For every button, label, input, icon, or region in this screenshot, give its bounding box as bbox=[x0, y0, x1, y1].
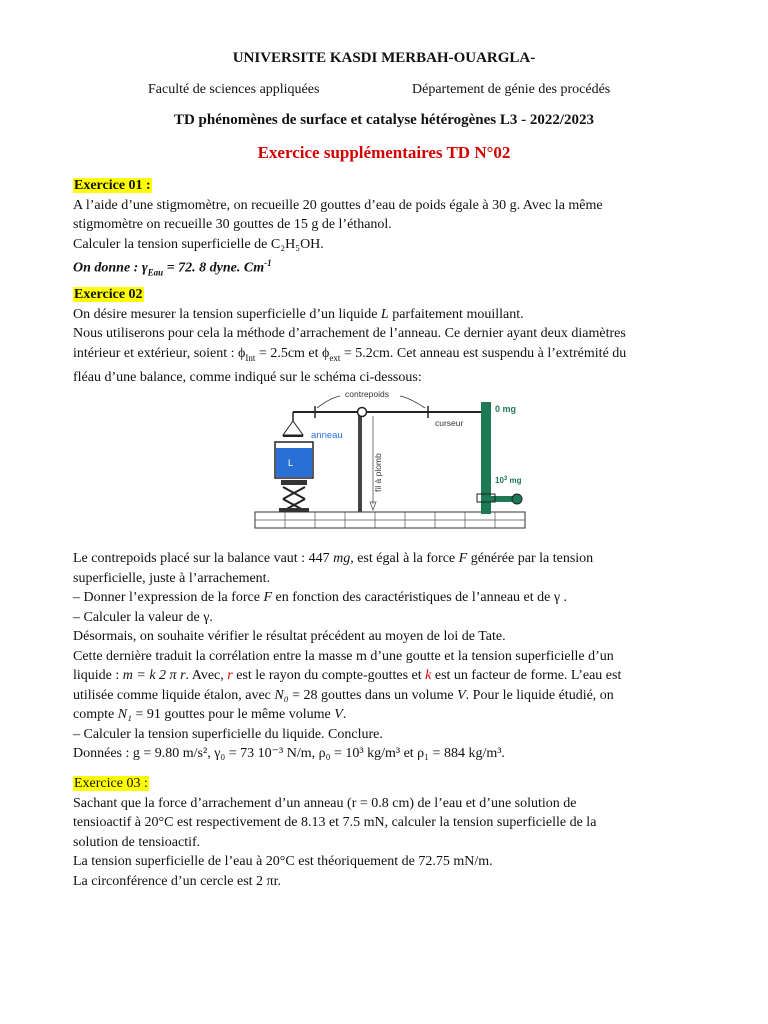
ex2-line2: Nous utiliserons pour cela la méthode d’arrachement de l’anneau. Ce dernier ayant deux diamètres bbox=[73, 326, 626, 341]
exercise-02-questions bbox=[73, 549, 713, 764]
jack-scissors bbox=[283, 487, 305, 511]
ex2b-p5: Désormais, on souhaite vérifier le résultat précédent au moyen de loi de Tate. bbox=[73, 629, 506, 644]
university-name: UNIVERSITE KASDI MERBAH-OUARGLA- bbox=[232, 50, 536, 66]
ex2b-p3: – Donner l’expression de la force F en fonction des caractéristiques de l’anneau et de γ . bbox=[73, 590, 568, 605]
ex2-line4: fléau d’une balance, comme indiqué sur le schéma ci-dessous: bbox=[73, 369, 422, 385]
ex3-line5: La circonférence d’un cercle est 2 πr. bbox=[73, 873, 282, 889]
exercise-03 bbox=[73, 774, 713, 891]
exercise-title: Exercice supplémentaires TD N°02 bbox=[257, 143, 511, 162]
pivot bbox=[358, 408, 367, 417]
ex2b-p6: Cette dernière traduit la corrélation entre la masse m d’une goutte et la tension superficielle d’un bbox=[73, 648, 614, 664]
department-name: Département de génie des procédés bbox=[412, 82, 611, 97]
jack-base bbox=[279, 508, 309, 512]
label-liquid: L bbox=[288, 458, 294, 468]
ex2b-p9: compte N₁ = 91 gouttes pour le même volume V. bbox=[73, 707, 347, 722]
ex2b-p1: Le contrepoids placé sur la balance vaut : 447 mg, est égal à la force F générée par la tension bbox=[73, 551, 594, 566]
graduated-column bbox=[481, 402, 491, 514]
td-title: TD phénomènes de surface et catalyse hétérogènes L3 - 2022/2023 bbox=[173, 112, 595, 128]
stand-post bbox=[358, 410, 362, 512]
exercise-03-label: Exercice 03 : bbox=[74, 776, 148, 791]
ex2b-p7: liquide : m = k 2 π r. Avec, r est le rayon du compte-gouttes et k est un facteur de forme. L’eau est bbox=[73, 668, 622, 683]
knob bbox=[512, 494, 522, 504]
ex2b-p2: superficielle, juste à l’arrachement. bbox=[73, 570, 271, 586]
liquid-L bbox=[276, 448, 312, 477]
exercise-02-label: Exercice 02 bbox=[74, 287, 143, 302]
balance-diagram bbox=[245, 384, 530, 532]
ex2b-p10: – Calculer la tension superficielle du liquide. Conclure. bbox=[73, 726, 383, 742]
ex3-line4: La tension superficielle de l’eau à 20°C est théoriquement de 72.75 mN/m. bbox=[73, 854, 493, 869]
label-anneau: anneau bbox=[311, 430, 343, 441]
label-0mg: 0 mg bbox=[495, 404, 517, 414]
ex1-line2: stigmomètre on recueille 30 gouttes de 15 g de l’éthanol. bbox=[73, 217, 392, 232]
label-contrepoids: contrepoids bbox=[345, 389, 389, 399]
ex1-line1: A l’aide d’une stigmomètre, on recueille 20 gouttes d’eau de poids égale à 30 g. Avec la même bbox=[73, 197, 603, 213]
arrow-left bbox=[317, 396, 340, 408]
ex3-line1: Sachant que la force d’arrachement d’un anneau (r = 0.8 cm) de l’eau et d’une solution de bbox=[73, 795, 577, 811]
ex2b-p8: utilisée comme liquide étalon, avec N₀ = 28 gouttes dans un volume V. Pour le liquide étudié, on bbox=[73, 687, 614, 703]
arrow-right bbox=[400, 396, 425, 408]
exercise-01 bbox=[73, 176, 713, 283]
jack-top bbox=[281, 480, 307, 485]
ex2-line1: On désire mesurer la tension superficielle d’un liquide L parfaitement mouillant. bbox=[73, 306, 524, 322]
ring-cone bbox=[283, 421, 303, 435]
label-103mg: $10^3$ mg bbox=[495, 476, 522, 485]
exercise-01-label: Exercice 01 : bbox=[74, 178, 151, 193]
ex2-line3: intérieur et extérieur, soient : $\phi_{Int} = 2.5cm$ et $\phi_{ext} = 5.2cm$. Cet anneau est suspendu à l’extrémité du bbox=[73, 345, 627, 363]
label-fil: fil à plomb bbox=[373, 453, 383, 492]
exercise-02 bbox=[73, 285, 713, 387]
ex3-line3: solution de tensioactif. bbox=[73, 834, 201, 850]
ex2b-p4: – Calculer la valeur de γ. bbox=[73, 609, 213, 625]
knob-arm bbox=[491, 496, 513, 502]
ex1-line3: Calculer la tension superficielle de C₂H₅OH. bbox=[73, 236, 324, 252]
faculty-name: Faculté de sciences appliquées bbox=[148, 82, 320, 97]
ex3-line2: tensioactif à 20°C est respectivement de 8.13 et 7.5 mN, calculer la tension superficielle de la bbox=[73, 815, 597, 830]
ex2b-p11: Données : g = 9.80 m/s², γ₀ = 73 10⁻³ N/m, ρ₀ = 10³ kg/m³ et ρ₁ = 884 kg/m³. bbox=[73, 746, 505, 761]
label-curseur: curseur bbox=[435, 418, 464, 428]
ex1-given: On donne : $\gamma_{Eau} = 72$. 8 dyne. $Cm^{-1}$ bbox=[73, 258, 272, 278]
